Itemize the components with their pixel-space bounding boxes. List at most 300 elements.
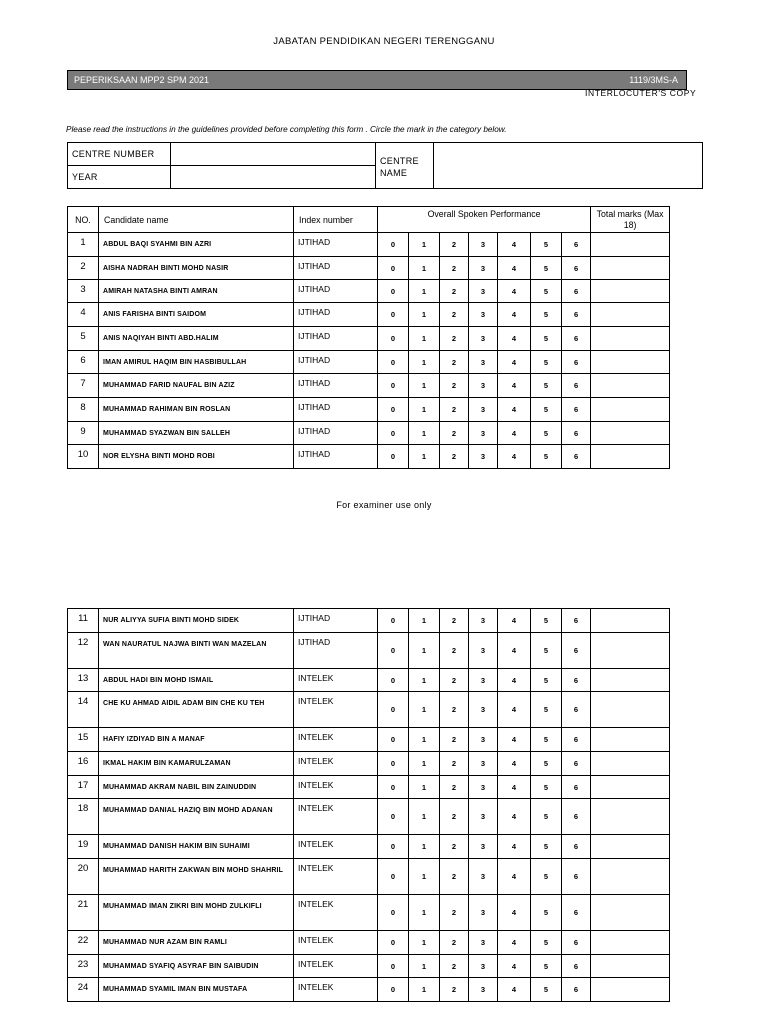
total-marks-field[interactable] [591,445,670,469]
candidate-number: 8 [68,398,99,422]
total-marks-field[interactable] [591,633,670,669]
candidate-number: 14 [68,692,99,728]
header-no: NO. [68,207,99,233]
score-option[interactable]: 5 [531,422,562,445]
score-option[interactable]: 4 [498,835,531,859]
score-option[interactable]: 5 [531,799,562,835]
candidate-number: 4 [68,303,99,327]
score-option[interactable]: 0 [378,859,409,895]
score-option[interactable]: 6 [562,327,591,351]
score-option[interactable]: 1 [409,303,440,327]
score-option[interactable]: 3 [469,327,498,351]
candidate-name: ABDUL HADI BIN MOHD ISMAIL [99,669,294,692]
candidate-number: 3 [68,280,99,303]
candidate-row [68,859,670,895]
score-option[interactable]: 2 [440,728,469,752]
score-option[interactable]: 6 [562,859,591,895]
total-marks-field[interactable] [591,799,670,835]
score-option[interactable]: 6 [562,398,591,422]
candidate-row [68,669,670,692]
org-title: JABATAN PENDIDIKAN NEGERI TERENGGANU [273,36,495,47]
candidate-number: 17 [68,776,99,799]
candidate-name: AISHA NADRAH BINTI MOHD NASIR [99,257,294,280]
score-option[interactable]: 4 [498,669,531,692]
score-option[interactable]: 3 [469,728,498,752]
score-option[interactable]: 0 [378,233,409,257]
candidate-row [68,374,670,398]
candidate-name: HAFIY IZDIYAD BIN A MANAF [99,728,294,752]
candidate-row [68,728,670,752]
candidate-row [68,280,670,303]
examiner-note: For examiner use only [336,500,432,510]
exam-title: PEPERIKSAAN MPP2 SPM 2021 [74,75,210,85]
candidate-row [68,609,670,633]
candidate-number: 11 [68,609,99,633]
total-marks-field[interactable] [591,609,670,633]
candidate-number: 19 [68,835,99,859]
score-option[interactable]: 4 [498,692,531,728]
year-field[interactable] [171,166,376,189]
score-option[interactable]: 3 [469,233,498,257]
candidate-name: AMIRAH NATASHA BINTI AMRAN [99,280,294,303]
candidate-index-number: INTELEK [294,692,378,728]
candidate-name: ANIS NAQIYAH BINTI ABD.HALIM [99,327,294,351]
candidate-row [68,799,670,835]
total-marks-field[interactable] [591,955,670,978]
score-option[interactable]: 2 [440,351,469,374]
candidate-name: WAN NAURATUL NAJWA BINTI WAN MAZELAN [99,633,294,669]
score-option[interactable]: 5 [531,303,562,327]
score-option[interactable]: 2 [440,799,469,835]
total-marks-field[interactable] [591,327,670,351]
candidate-number: 18 [68,799,99,835]
score-option[interactable]: 5 [531,692,562,728]
copy-label: INTERLOCUTER'S COPY [585,88,697,98]
score-option[interactable]: 4 [498,374,531,398]
score-option[interactable]: 1 [409,955,440,978]
score-option[interactable]: 6 [562,895,591,931]
year-label: YEAR [68,166,171,189]
centre-number-label: CENTRE NUMBER [68,143,171,166]
candidate-index-number: IJTIHAD [294,327,378,351]
score-option[interactable]: 3 [469,445,498,469]
candidate-index-number: INTELEK [294,752,378,776]
score-option[interactable]: 6 [562,233,591,257]
score-option[interactable]: 3 [469,931,498,955]
total-marks-field[interactable] [591,398,670,422]
candidate-name: MUHAMMAD HARITH ZAKWAN BIN MOHD SHAHRIL [99,859,294,895]
candidate-row [68,776,670,799]
candidate-table-2 [67,608,670,1002]
candidate-row [68,398,670,422]
candidate-name: MUHAMMAD AKRAM NABIL BIN ZAINUDDIN [99,776,294,799]
score-option[interactable]: 2 [440,327,469,351]
score-option[interactable]: 4 [498,609,531,633]
score-option[interactable]: 2 [440,895,469,931]
candidate-row [68,692,670,728]
candidate-row [68,422,670,445]
candidate-number: 23 [68,955,99,978]
score-option[interactable]: 6 [562,931,591,955]
score-option[interactable]: 1 [409,776,440,799]
score-option[interactable]: 1 [409,692,440,728]
score-option[interactable]: 3 [469,257,498,280]
score-option[interactable]: 0 [378,931,409,955]
score-option[interactable]: 1 [409,233,440,257]
candidate-row [68,633,670,669]
candidate-row [68,931,670,955]
score-option[interactable]: 3 [469,669,498,692]
candidate-row [68,835,670,859]
candidate-name: MUHAMMAD RAHIMAN BIN ROSLAN [99,398,294,422]
total-marks-field[interactable] [591,422,670,445]
candidate-row [68,327,670,351]
score-option[interactable]: 5 [531,955,562,978]
header-index-number: Index number [294,207,378,233]
score-option[interactable]: 6 [562,835,591,859]
score-option[interactable]: 5 [531,859,562,895]
candidate-name: MUHAMMAD FARID NAUFAL BIN AZIZ [99,374,294,398]
score-option[interactable]: 5 [531,895,562,931]
score-option[interactable]: 2 [440,978,469,1002]
candidate-row [68,752,670,776]
score-option[interactable]: 2 [440,257,469,280]
candidate-row [68,978,670,1002]
score-option[interactable]: 0 [378,955,409,978]
score-option[interactable]: 6 [562,692,591,728]
score-option[interactable]: 5 [531,257,562,280]
instructions: Please read the instructions in the guidelines provided before completing this form . Circle the mark in the category below. [66,125,507,134]
score-option[interactable]: 0 [378,445,409,469]
score-option[interactable]: 0 [378,351,409,374]
score-option[interactable]: 2 [440,633,469,669]
score-option[interactable]: 6 [562,776,591,799]
candidate-name: CHE KU AHMAD AIDIL ADAM BIN CHE KU TEH [99,692,294,728]
score-option[interactable]: 6 [562,280,591,303]
score-option[interactable]: 2 [440,955,469,978]
score-option[interactable]: 4 [498,280,531,303]
candidate-number: 21 [68,895,99,931]
score-option[interactable]: 3 [469,633,498,669]
score-option[interactable]: 2 [440,835,469,859]
score-option[interactable]: 6 [562,257,591,280]
score-option[interactable]: 4 [498,233,531,257]
score-option[interactable]: 6 [562,728,591,752]
score-option[interactable]: 0 [378,422,409,445]
total-marks-field[interactable] [591,280,670,303]
score-option[interactable]: 5 [531,931,562,955]
score-option[interactable]: 5 [531,752,562,776]
score-option[interactable]: 0 [378,692,409,728]
score-option[interactable]: 5 [531,398,562,422]
score-option[interactable]: 0 [378,776,409,799]
score-option[interactable]: 5 [531,233,562,257]
score-option[interactable]: 1 [409,327,440,351]
score-option[interactable]: 6 [562,799,591,835]
candidate-number: 13 [68,669,99,692]
score-option[interactable]: 4 [498,445,531,469]
score-option[interactable]: 0 [378,374,409,398]
score-option[interactable]: 6 [562,374,591,398]
score-option[interactable]: 6 [562,669,591,692]
score-option[interactable]: 3 [469,351,498,374]
score-option[interactable]: 2 [440,233,469,257]
score-option[interactable]: 2 [440,422,469,445]
total-marks-field[interactable] [591,752,670,776]
candidate-row [68,303,670,327]
score-option[interactable]: 3 [469,955,498,978]
centre-name-field[interactable] [434,143,703,189]
candidate-index-number: IJTIHAD [294,351,378,374]
score-option[interactable]: 3 [469,422,498,445]
score-option[interactable]: 2 [440,398,469,422]
score-option[interactable]: 5 [531,669,562,692]
candidate-name: MUHAMMAD DANISH HAKIM BIN SUHAIMI [99,835,294,859]
score-option[interactable]: 6 [562,955,591,978]
candidate-number: 15 [68,728,99,752]
score-option[interactable]: 2 [440,692,469,728]
candidate-index-number: INTELEK [294,978,378,1002]
candidate-name: NUR ALIYYA SUFIA BINTI MOHD SIDEK [99,609,294,633]
score-option[interactable]: 1 [409,374,440,398]
score-option[interactable]: 1 [409,978,440,1002]
score-option[interactable]: 2 [440,303,469,327]
total-marks-field[interactable] [591,835,670,859]
candidate-index-number: INTELEK [294,895,378,931]
score-option[interactable]: 0 [378,633,409,669]
candidate-index-number: IJTIHAD [294,374,378,398]
candidate-name: ANIS FARISHA BINTI SAIDOM [99,303,294,327]
candidate-number: 10 [68,445,99,469]
score-option[interactable]: 2 [440,374,469,398]
score-option[interactable]: 5 [531,776,562,799]
candidate-index-number: INTELEK [294,776,378,799]
candidate-name: IKMAL HAKIM BIN KAMARULZAMAN [99,752,294,776]
candidate-index-number: INTELEK [294,728,378,752]
score-option[interactable]: 3 [469,776,498,799]
score-option[interactable]: 4 [498,257,531,280]
score-option[interactable]: 4 [498,955,531,978]
score-option[interactable]: 0 [378,398,409,422]
candidate-number: 6 [68,351,99,374]
score-option[interactable]: 2 [440,931,469,955]
score-option[interactable]: 0 [378,835,409,859]
candidate-name: MUHAMMAD SYAZWAN BIN SALLEH [99,422,294,445]
score-option[interactable]: 3 [469,859,498,895]
candidate-name: MUHAMMAD SYAFIQ ASYRAF BIN SAIBUDIN [99,955,294,978]
candidate-row [68,445,670,469]
score-option[interactable]: 6 [562,351,591,374]
candidate-number: 5 [68,327,99,351]
score-option[interactable]: 1 [409,859,440,895]
candidate-index-number: IJTIHAD [294,445,378,469]
score-option[interactable]: 0 [378,669,409,692]
score-option[interactable]: 3 [469,280,498,303]
score-option[interactable]: 3 [469,752,498,776]
candidate-row [68,257,670,280]
score-option[interactable]: 4 [498,895,531,931]
candidate-row [68,955,670,978]
score-option[interactable]: 0 [378,257,409,280]
score-option[interactable]: 1 [409,280,440,303]
score-option[interactable]: 4 [498,978,531,1002]
score-option[interactable]: 1 [409,669,440,692]
centre-info-form [67,142,703,189]
score-option[interactable]: 6 [562,978,591,1002]
score-option[interactable]: 1 [409,398,440,422]
score-option[interactable]: 0 [378,895,409,931]
candidate-index-number: INTELEK [294,931,378,955]
score-option[interactable]: 6 [562,609,591,633]
score-option[interactable]: 0 [378,280,409,303]
candidate-number: 9 [68,422,99,445]
score-option[interactable]: 1 [409,351,440,374]
score-option[interactable]: 1 [409,609,440,633]
score-option[interactable]: 1 [409,422,440,445]
candidate-name: IMAN AMIRUL HAQIM BIN HASBIBULLAH [99,351,294,374]
score-option[interactable]: 0 [378,978,409,1002]
candidate-index-number: IJTIHAD [294,422,378,445]
score-option[interactable]: 3 [469,374,498,398]
candidate-number: 20 [68,859,99,895]
score-option[interactable]: 5 [531,445,562,469]
score-option[interactable]: 6 [562,445,591,469]
score-option[interactable]: 2 [440,609,469,633]
score-option[interactable]: 0 [378,609,409,633]
score-option[interactable]: 4 [498,799,531,835]
total-marks-field[interactable] [591,374,670,398]
score-option[interactable]: 6 [562,303,591,327]
candidate-index-number: INTELEK [294,799,378,835]
score-option[interactable]: 1 [409,835,440,859]
score-option[interactable]: 5 [531,609,562,633]
score-option[interactable]: 3 [469,835,498,859]
score-option[interactable]: 4 [498,752,531,776]
candidate-number: 22 [68,931,99,955]
score-option[interactable]: 5 [531,728,562,752]
score-option[interactable]: 4 [498,327,531,351]
total-marks-field[interactable] [591,895,670,931]
score-option[interactable]: 6 [562,633,591,669]
candidate-index-number: IJTIHAD [294,257,378,280]
score-option[interactable]: 2 [440,752,469,776]
candidate-index-number: INTELEK [294,835,378,859]
candidate-table-1 [67,206,670,469]
score-option[interactable]: 1 [409,752,440,776]
candidate-name: MUHAMMAD DANIAL HAZIQ BIN MOHD ADANAN [99,799,294,835]
score-option[interactable]: 5 [531,327,562,351]
total-marks-field[interactable] [591,692,670,728]
score-option[interactable]: 2 [440,859,469,895]
score-option[interactable]: 1 [409,931,440,955]
candidate-index-number: IJTIHAD [294,633,378,669]
total-marks-field[interactable] [591,978,670,1002]
candidate-index-number: IJTIHAD [294,280,378,303]
paper-code: 1119/3MS-A [629,75,678,85]
candidate-number: 1 [68,233,99,257]
score-option[interactable]: 0 [378,728,409,752]
score-option[interactable]: 6 [562,422,591,445]
candidate-name: NOR ELYSHA BINTI MOHD ROBI [99,445,294,469]
score-option[interactable]: 4 [498,728,531,752]
total-marks-field[interactable] [591,233,670,257]
score-option[interactable]: 4 [498,931,531,955]
score-option[interactable]: 1 [409,633,440,669]
score-option[interactable]: 1 [409,799,440,835]
candidate-name: ABDUL BAQI SYAHMI BIN AZRI [99,233,294,257]
score-option[interactable]: 3 [469,895,498,931]
candidate-index-number: IJTIHAD [294,609,378,633]
score-option[interactable]: 4 [498,633,531,669]
candidate-number: 7 [68,374,99,398]
score-option[interactable]: 3 [469,978,498,1002]
score-option[interactable]: 4 [498,776,531,799]
score-option[interactable]: 0 [378,327,409,351]
score-option[interactable]: 4 [498,859,531,895]
score-option[interactable]: 3 [469,609,498,633]
score-option[interactable]: 3 [469,303,498,327]
score-option[interactable]: 1 [409,257,440,280]
score-option[interactable]: 1 [409,445,440,469]
total-marks-field[interactable] [591,351,670,374]
total-marks-field[interactable] [591,728,670,752]
score-option[interactable]: 2 [440,669,469,692]
centre-number-field[interactable] [171,143,376,166]
header-candidate-name: Candidate name [99,207,294,233]
candidate-name: MUHAMMAD SYAMIL IMAN BIN MUSTAFA [99,978,294,1002]
score-option[interactable]: 6 [562,752,591,776]
score-option[interactable]: 5 [531,835,562,859]
score-option[interactable]: 0 [378,303,409,327]
total-marks-field[interactable] [591,303,670,327]
score-option[interactable]: 1 [409,728,440,752]
score-option[interactable]: 3 [469,799,498,835]
score-option[interactable]: 5 [531,978,562,1002]
score-option[interactable]: 5 [531,351,562,374]
score-option[interactable]: 4 [498,351,531,374]
total-marks-field[interactable] [591,931,670,955]
candidate-row [68,351,670,374]
score-option[interactable]: 3 [469,692,498,728]
score-option[interactable]: 2 [440,280,469,303]
score-option[interactable]: 0 [378,752,409,776]
score-option[interactable]: 4 [498,303,531,327]
score-option[interactable]: 3 [469,398,498,422]
candidate-number: 24 [68,978,99,1002]
score-option[interactable]: 4 [498,398,531,422]
candidate-row [68,895,670,931]
candidate-index-number: INTELEK [294,669,378,692]
score-option[interactable]: 5 [531,280,562,303]
total-marks-field[interactable] [591,257,670,280]
score-option[interactable]: 1 [409,895,440,931]
score-option[interactable]: 2 [440,445,469,469]
score-option[interactable]: 4 [498,422,531,445]
candidate-row [68,233,670,257]
total-marks-field[interactable] [591,669,670,692]
score-option[interactable]: 5 [531,374,562,398]
candidate-index-number: INTELEK [294,859,378,895]
score-option[interactable]: 5 [531,633,562,669]
score-option[interactable]: 2 [440,776,469,799]
header-overall-spoken-performance: Overall Spoken Performance [378,207,591,233]
centre-name-label: CENTRE NAME [376,143,434,189]
score-option[interactable]: 0 [378,799,409,835]
candidate-index-number: IJTIHAD [294,233,378,257]
candidate-number: 12 [68,633,99,669]
total-marks-field[interactable] [591,776,670,799]
total-marks-field[interactable] [591,859,670,895]
